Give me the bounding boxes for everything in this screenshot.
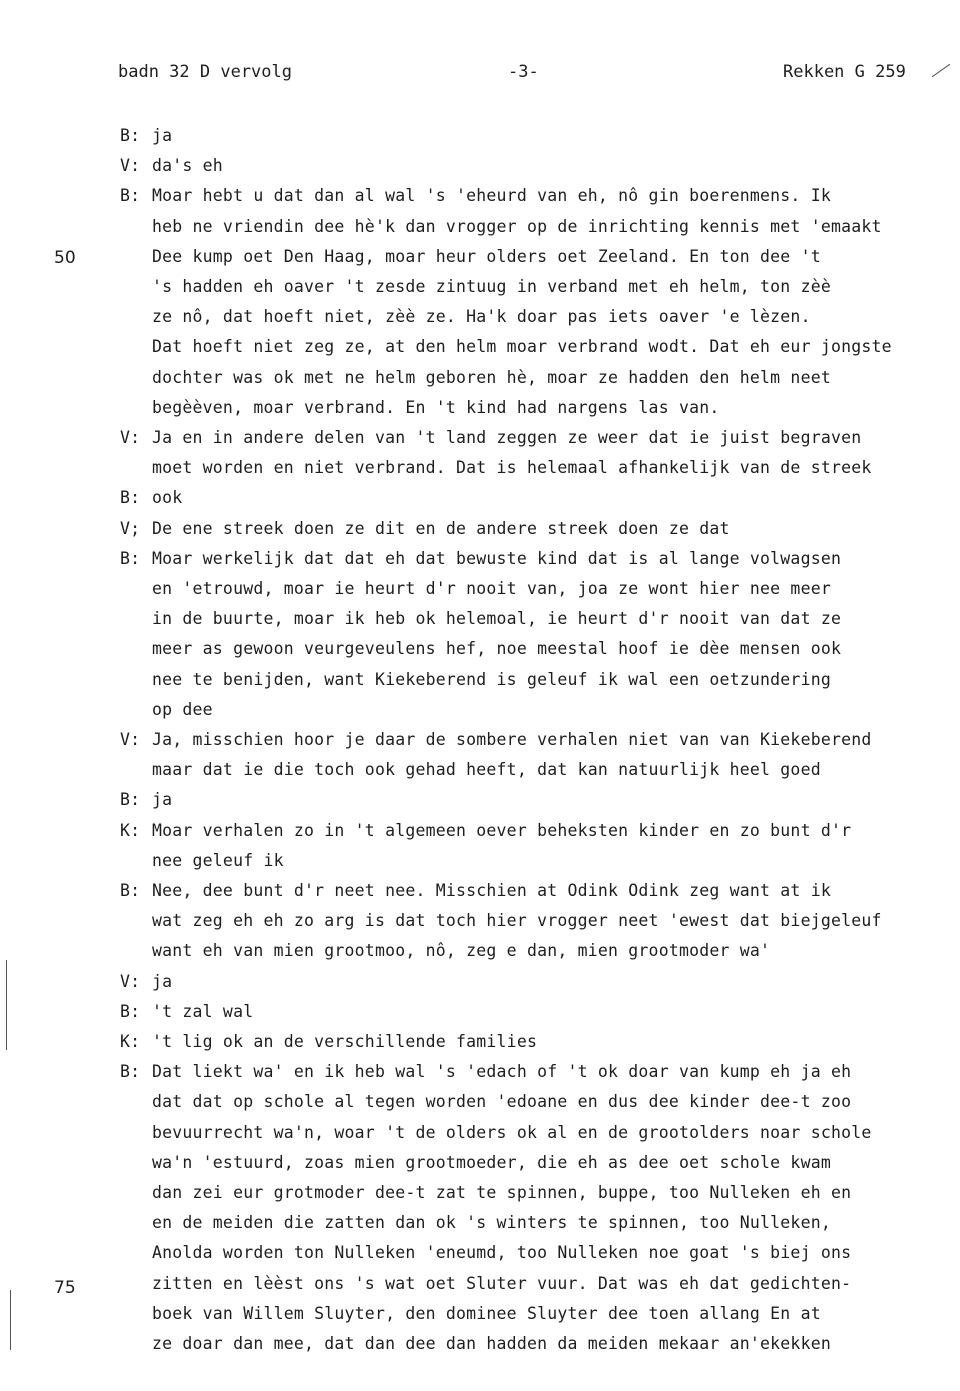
speaker-label: V; [120, 518, 141, 538]
speaker-label: V: [120, 971, 141, 991]
line-text: wat zeg eh eh zo arg is dat toch hier vrogger neet 'ewest dat biejgeleuf [152, 911, 882, 931]
speaker-label: B: [120, 790, 141, 810]
speaker-label: B: [120, 1062, 141, 1082]
speaker-label: B: [120, 488, 141, 508]
line-text: dat dat op schole al tegen worden 'edoane en dus dee kinder dee-t zoo [152, 1092, 852, 1112]
line-text: Dat hoeft niet zeg ze, at den helm moar verbrand wodt. Dat eh eur jongste [152, 337, 892, 357]
line-text: ja [152, 790, 173, 810]
line-text: nee geleuf ik [152, 850, 284, 870]
line-text: op dee [152, 699, 213, 719]
header-right: Rekken G 259 [783, 62, 906, 82]
line-text: De ene streek doen ze dit en de andere streek doen ze dat [152, 518, 730, 538]
margin-line-number: 75 [54, 1278, 76, 1298]
line-text: in de buurte, moar ik heb ok helemoal, ie heurt d'r nooit van dat ze [152, 609, 842, 629]
line-text: 't lig ok an de verschillende families [152, 1032, 538, 1051]
line-text: begèèven, moar verbrand. En 't kind had nargens las van. [152, 397, 720, 417]
line-text: 't zal wal [152, 1001, 254, 1021]
line-text: nee te benijden, want Kiekeberend is geleuf ik wal een oetzundering [152, 669, 831, 689]
line-text: dochter was ok met ne helm geboren hè, moar ze hadden den helm neet [152, 367, 831, 387]
line-text: 's hadden eh oaver 't zesde zintuug in verband met eh helm, ton zèè [152, 277, 831, 296]
line-text: Ja en in andere delen van 't land zeggen ze weer dat ie juist begraven [152, 428, 862, 447]
line-text: zitten en lèèst ons 's wat oet Sluter vuur. Dat was eh dat gedichten- [152, 1273, 852, 1293]
speaker-label: K: [120, 820, 141, 840]
line-text: Dat liekt wa' en ik heb wal 's 'edach of 't ok doar van kump eh ja eh [152, 1062, 852, 1082]
line-text: bevuurrecht wa'n, woar 't de olders ok al en de grootolders noar schole [152, 1122, 872, 1142]
line-text: ze doar dan mee, dat dan dee dan hadden da meiden mekaar an'ekekken [152, 1334, 831, 1353]
line-text: meer as gewoon veurgeveulens hef, noe meestal hoof ie dèe mensen ook [152, 639, 842, 659]
speaker-label: V: [120, 428, 141, 447]
line-text: wa'n 'estuurd, zoas mien grootmoeder, die eh as dee oet schole kwam [152, 1152, 831, 1172]
line-text: dan zei eur grotmoder dee-t zat te spinnen, buppe, too Nulleken eh en [152, 1183, 852, 1202]
line-text: maar dat ie die toch ook gehad heeft, dat kan natuurlijk heel goed [152, 760, 821, 780]
line-text: Nee, dee bunt d'r neet nee. Misschien at Odink Odink zeg want at ik [152, 881, 831, 900]
line-text: Moar hebt u dat dan al wal 's 'eheurd van eh, nô gin boerenmens. Ik [152, 186, 831, 206]
speaker-label: B: [120, 548, 141, 568]
line-text: Dee kump oet Den Haag, moar heur olders oet Zeeland. En ton dee 't [152, 246, 821, 266]
margin-mark [932, 64, 951, 77]
line-text: en 'etrouwd, moar ie heurt d'r nooit van, joa ze wont hier nee meer [152, 579, 831, 598]
line-text: da's eh [152, 156, 223, 176]
line-text: Moar verhalen zo in 't algemeen oever beheksten kinder en zo bunt d'r [152, 820, 852, 840]
margin-mark [6, 960, 7, 1050]
speaker-label: B: [120, 186, 141, 206]
line-text: ook [152, 488, 183, 508]
line-text: want eh van mien grootmoo, nô, zeg e dan, mien grootmoder wa' [152, 941, 771, 961]
line-text: heb ne vriendin dee hè'k dan vrogger op de inrichting kennis met 'emaakt [152, 216, 882, 236]
speaker-label: K: [120, 1032, 141, 1051]
speaker-label: B: [120, 126, 141, 145]
line-text: ja [152, 126, 173, 145]
speaker-label: V: [120, 156, 141, 176]
line-text: Anolda worden ton Nulleken 'eneumd, too Nulleken noe goat 's biej ons [152, 1243, 852, 1263]
line-text: ja [152, 971, 173, 991]
line-text: boek van Willem Sluyter, den dominee Sluyter dee toen allang En at [152, 1303, 821, 1323]
line-text: moet worden en niet verbrand. Dat is helemaal afhankelijk van de streek [152, 458, 872, 478]
line-text: en de meiden die zatten dan ok 's winters te spinnen, too Nulleken, [152, 1213, 831, 1233]
speaker-label: B: [120, 1001, 141, 1021]
speaker-label: V: [120, 730, 141, 749]
header-left: badn 32 D vervolg [118, 62, 292, 82]
page-number: -3- [508, 62, 539, 82]
line-text: Moar werkelijk dat dat eh dat bewuste kind dat is al lange volwagsen [152, 548, 842, 568]
line-text: Ja, misschien hoor je daar de sombere verhalen niet van van Kiekeberend [152, 730, 872, 749]
line-text: ze nô, dat hoeft niet, zèè ze. Ha'k doar pas iets oaver 'e lèzen. [152, 307, 811, 327]
speaker-label: B: [120, 881, 141, 900]
margin-line-number: 50 [54, 248, 76, 268]
margin-mark [10, 1290, 11, 1350]
